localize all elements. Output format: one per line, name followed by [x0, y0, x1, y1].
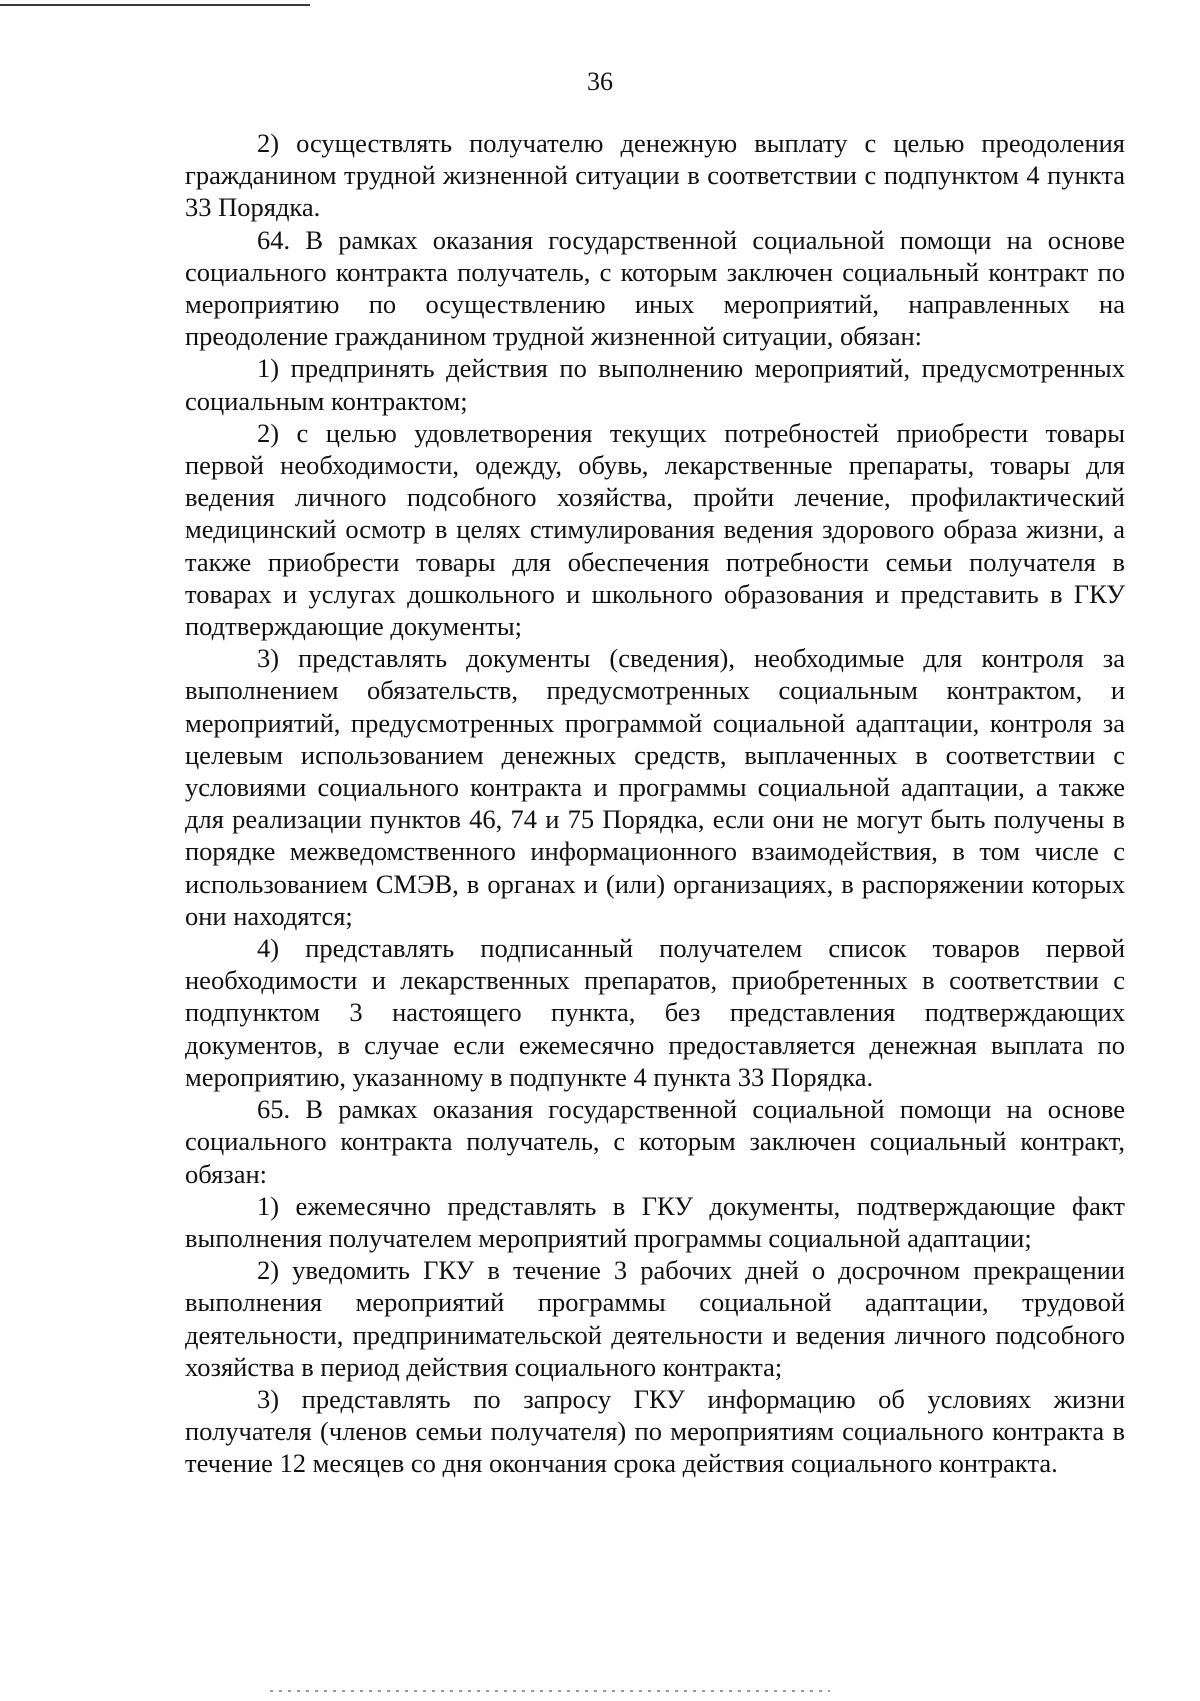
paragraph-64-2: 2) с целью удовлетворения текущих потребностей приобрести товары первой необходимости, одежду, обувь, лекарственные препараты, товары для ведения личного подсобного хозяйства, пройти лечение, профилактический медицинский осмотр в целях стимулирования ведения здорового образа жизни, а также приобрести товары для обеспечения потребности семьи получателя в товарах и услугах дошкольного и школьного образования и представить в ГКУ подтверждающие документы;: [185, 417, 1125, 642]
paragraph-63-2: 2) осуществлять получателю денежную выплату с целью преодоления гражданином трудной жизненной ситуации в соответствии с подпунктом 4 пункта 33 Порядка.: [185, 128, 1125, 223]
paragraph-64-4: 4) представлять подписанный получателем список товаров первой необходимости и лекарственных препаратов, приобретенных в соответствии с подпунктом 3 настоящего пункта, без представления подтверждающих документов, в случае если ежемесячно предоставляется денежная выплата по мероприятию, указанному в подпункте 4 пункта 33 Порядка.: [185, 933, 1125, 1092]
paragraph-65-2: 2) уведомить ГКУ в течение 3 рабочих дней о досрочном прекращении выполнения мероприятий программы социальной адаптации, трудовой деятельности, предпринимательской деятельности и ведения личного подсобного хозяйства в период действия социального контракта;: [185, 1255, 1125, 1382]
scan-bottom-noise: [270, 1690, 830, 1692]
paragraph-65-3: 3) представлять по запросу ГКУ информацию об условиях жизни получателя (членов семьи получателя) по мероприятиям социального контракта в течение 12 месяцев со дня окончания срока действия социального контракта.: [185, 1383, 1125, 1479]
paragraph-64-3: 3) представлять документы (сведения), необходимые для контроля за выполнением обязательств, предусмотренных социальным контрактом, и мероприятий, предусмотренных программой социальной адаптации, контроля за целевым использованием денежных средств, выплаченных в соответствии с условиями социального контракта и программы социальной адаптации, а также для реализации пунктов 46, 74 и 75 Порядка, если они не могут быть получены в порядке межведомственного информационного взаимодействия, в том числе с использованием СМЭВ, в органах и (или) организациях, в распоряжении которых они находятся;: [185, 643, 1125, 931]
paragraph-65: 65. В рамках оказания государственной социальной помощи на основе социального контракта получатель, с которым заключен социальный контракт, обязан:: [185, 1094, 1125, 1189]
paragraph-64-1: 1) предпринять действия по выполнению мероприятий, предусмотренных социальным контрактом;: [185, 353, 1125, 416]
scan-edge-line: [0, 4, 310, 6]
page-number: 36: [587, 67, 613, 96]
document-body: [185, 127, 1125, 1480]
paragraph-64: 64. В рамках оказания государственной социальной помощи на основе социального контракта получатель, с которым заключен социальный контракт по мероприятию по осуществлению иных мероприятий, направленных на преодоление гражданином трудной жизненной ситуации, обязан:: [185, 224, 1125, 352]
paragraph-65-1: 1) ежемесячно представлять в ГКУ документы, подтверждающие факт выполнения получателем мероприятий программы социальной адаптации;: [185, 1190, 1125, 1253]
